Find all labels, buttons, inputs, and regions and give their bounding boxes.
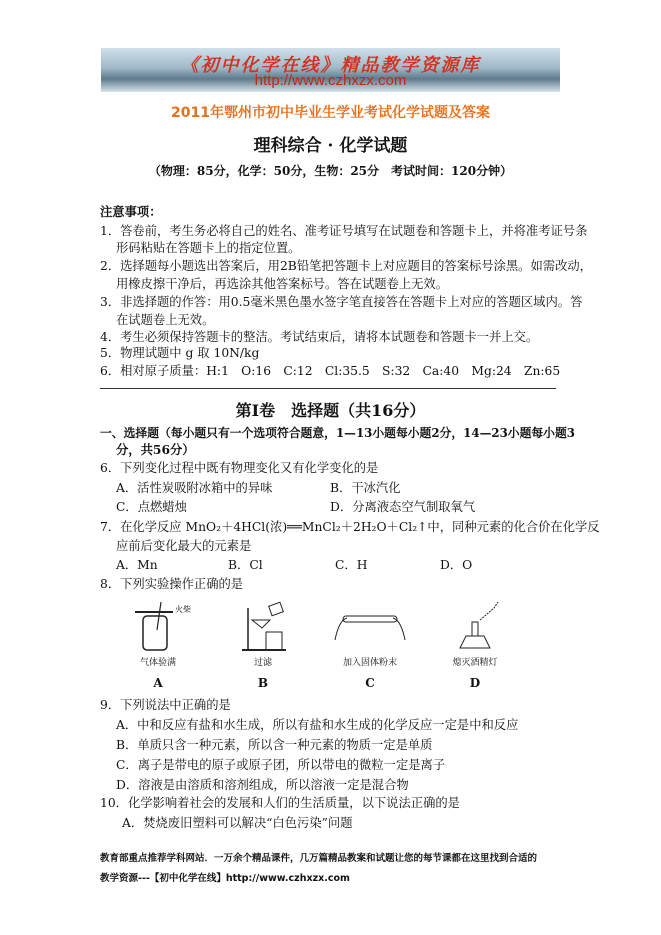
figure-caption: 加入固体粉末	[342, 658, 397, 668]
footer-line: 教育部重点推荐学科网站．一万余个精品课件，几万篇精品教案和试题让您的每节课都在这里找到合适的	[100, 853, 538, 864]
question-8-stem: 8．下列实验操作正确的是	[100, 577, 244, 591]
alcohol-lamp-icon	[430, 600, 520, 652]
q6-option-a: A．活性炭吸附冰箱中的异味	[116, 481, 273, 495]
note-line: 在试题卷上无效。	[116, 313, 215, 327]
figure-caption: 熄灭酒精灯	[452, 658, 498, 668]
figure-letter: D	[469, 676, 481, 690]
q7-option-a: A．Mn	[116, 558, 158, 572]
question-7-stem: 7．在化学反应 MnO₂＋4HCl(浓)══MnCl₂＋2H₂O＋Cl₂↑中，同种元素的化合价在化学反	[100, 520, 600, 534]
figure-a	[113, 600, 203, 695]
q6-option-b: B．干冰汽化	[330, 481, 401, 495]
document-title: 2011年鄂州市初中毕业生学业考试化学试题及答案	[171, 105, 490, 121]
note-line: 1．答卷前，考生务必将自己的姓名、准考证号填写在试题卷和答题卡上，并将准考证号条	[100, 224, 588, 238]
q9-option-a: A．中和反应有盐和水生成，所以有盐和水生成的化学反应一定是中和反应	[116, 718, 519, 732]
banner-image	[101, 48, 560, 92]
figure-letter: A	[153, 676, 163, 690]
note-line: 4．考生必须保持答题卡的整洁。考试结束后，请将本试题卷和答题卡一并上交。	[100, 330, 539, 344]
section-intro: 分，共56分）	[116, 442, 195, 457]
figure-b	[218, 600, 308, 695]
test-tube-powder-icon	[325, 600, 415, 652]
figure-letter: C	[365, 676, 375, 690]
q9-option-b: B．单质只含一种元素，所以含一种元素的物质一定是单质	[116, 738, 433, 752]
q6-option-c: C．点燃蜡烛	[116, 500, 187, 514]
divider	[100, 388, 556, 389]
score-info: （物理：85分，化学：50分，生物：25分 考试时间：120分钟）	[148, 164, 513, 178]
question-7-stem-cont: 应前后变化最大的元素是	[116, 539, 252, 553]
question-6-stem: 6．下列变化过程中既有物理变化又有化学变化的是	[100, 461, 379, 475]
figure-c	[325, 600, 415, 695]
section-intro: 一、选择题（每小题只有一个选项符合题意，1—13小题每小题2分，14—23小题每小题3	[100, 426, 575, 440]
q7-option-c: C．H	[335, 558, 368, 572]
filtration-icon	[218, 600, 308, 652]
note-line: 6．相对原子质量：H:1 O:16 C:12 Cl:35.5 S:32 Ca:40 Mg:24 Zn:65	[100, 364, 561, 378]
question-9-stem: 9．下列说法中正确的是	[100, 698, 231, 712]
notes-header: 注意事项：	[100, 204, 162, 219]
q9-option-d: D．溶液是由溶质和溶剂组成，所以溶液一定是混合物	[116, 778, 409, 792]
figure-caption: 气体验满	[139, 658, 176, 668]
note-line: 用橡皮擦干净后，再选涂其他答案标号。答在试题卷上无效。	[116, 277, 449, 291]
note-line: 3．非选择题的作答：用0.5毫米黑色墨水签字笔直接答在答题卡上对应的答题区域内。答	[100, 295, 583, 309]
q9-option-c: C．离子是带电的原子或原子团，所以带电的微粒一定是离子	[116, 758, 446, 772]
match-label: 火柴	[175, 605, 191, 614]
banner-slogan: 《初中化学在线》精品教学资源库	[180, 55, 481, 76]
q7-option-b: B．Cl	[228, 558, 263, 572]
footer-link[interactable]: 教学资源---【初中化学在线】http://www.czhxzx.com	[100, 873, 350, 884]
figure-letter: B	[257, 676, 269, 690]
question-10-stem: 10．化学影响着社会的发展和人们的生活质量，以下说法正确的是	[100, 796, 460, 810]
note-line: 5．物理试题中 g 取 10N/kg	[100, 346, 260, 360]
section-title: 第Ⅰ卷 选择题（共16分）	[235, 401, 426, 420]
subject-title: 理科综合 · 化学试题	[253, 136, 408, 156]
q10-option-a: A．焚烧废旧塑料可以解决“白色污染”问题	[122, 816, 353, 830]
q7-option-d: D．O	[440, 558, 473, 572]
banner-url: http://www.czhxzx.com	[254, 72, 407, 89]
figure-caption: 过滤	[253, 658, 272, 668]
note-line: 2．选择题每小题选出答案后，用2B铅笔把答题卡上对应题目的答案标号涂黑。如需改动，	[100, 259, 592, 273]
figure-d	[430, 600, 520, 695]
note-line: 形码粘贴在答题卡上的指定位置。	[116, 241, 301, 255]
q6-option-d: D．分离液态空气制取氧气	[330, 500, 476, 514]
